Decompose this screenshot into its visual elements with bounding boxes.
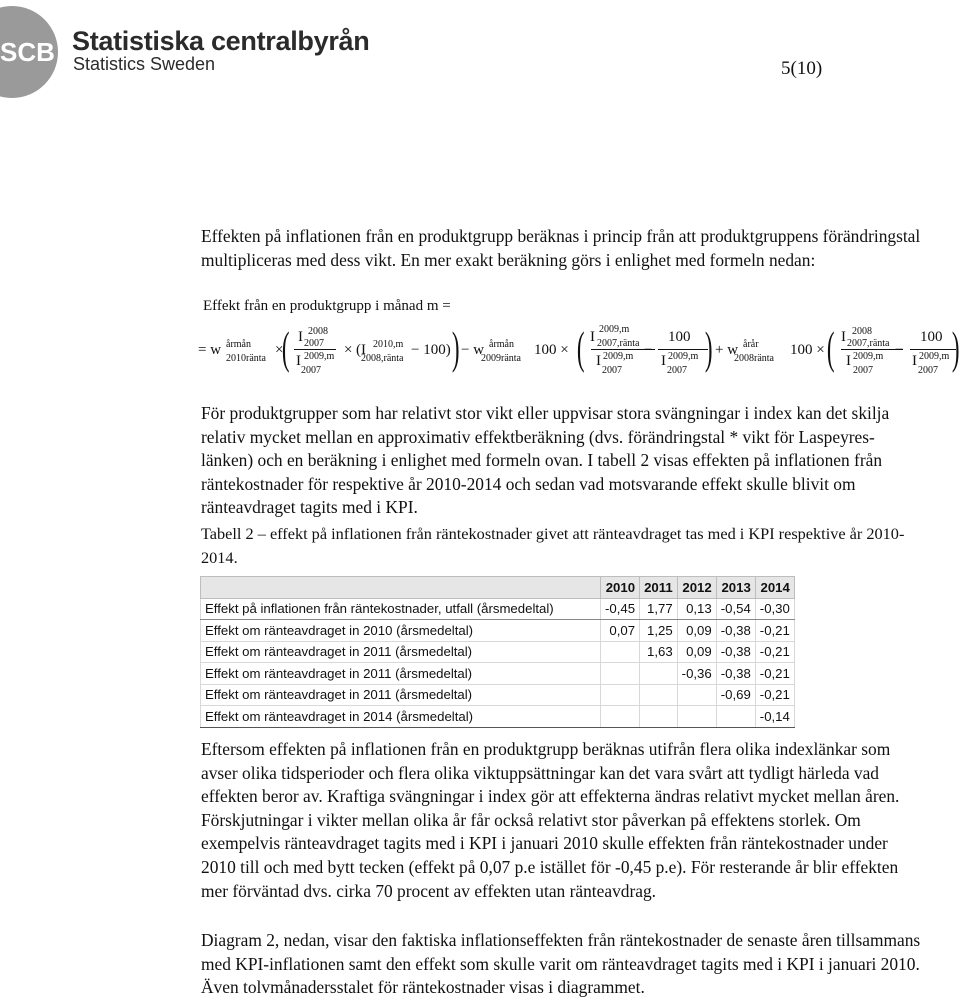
table-row [201,641,795,663]
table-cell: -0,14 [755,706,794,728]
table-header-cell [201,577,601,599]
table-header-cell: 2011 [640,577,678,599]
table-cell: -0,21 [755,663,794,685]
scb-logo-icon [0,4,60,100]
table-cell: -0,38 [716,663,755,685]
table-cell: -0,21 [755,684,794,706]
effect-formula: = w årmån 2010ränta × ( I 2008 2007 I 2009,m 2007 × (I 2010,m 2008,ränta − 100) ) − w årmån 2009ränta 100 × ( I 2009,m 2007,ränta I 2009,m 2007 − 100 I 2009,m 2007 ) + w årår 2008ränta 100 × ( I 2008 2007,ränta I 2009,m 2007 − 100 I 2009,m 2007 ) [198,322,960,376]
row-label: Effekt om ränteavdraget in 2011 (årsmedeltal) [201,663,601,685]
effect-table [200,576,795,728]
table-cell: -0,38 [716,641,755,663]
table-cell: 1,77 [640,598,678,620]
table-cell [716,706,755,728]
row-label: Effekt om ränteavdraget in 2011 (årsmedeltal) [201,641,601,663]
table-cell: -0,21 [755,620,794,642]
table-cell [601,663,640,685]
table-cell: 0,09 [677,620,716,642]
table-cell [677,684,716,706]
table-cell [640,684,678,706]
intro-paragraph: Effekten på inflationen från en produktgrupp beräknas i princip från att produktgruppens förändringstal multipliceras med dess vikt. En mer exakt beräkning görs i enlighet med formeln nedan: [201,226,921,270]
table-row [201,684,795,706]
table-cell [601,684,640,706]
row-label: Effekt om ränteavdraget in 2010 (årsmedeltal) [201,620,601,642]
formula-label: Effekt från en produktgrupp i månad m = [203,298,451,314]
table-cell: -0,69 [716,684,755,706]
table-cell: -0,38 [716,620,755,642]
table-cell: -0,21 [755,641,794,663]
org-name-english: Statistics Sweden [73,54,216,74]
table-cell [601,641,640,663]
table-cell: -0,54 [716,598,755,620]
row-label: Effekt om ränteavdraget in 2011 (årsmedeltal) [201,684,601,706]
row-label: Effekt på inflationen från räntekostnader, utfall (årsmedeltal) [201,598,601,620]
table-caption: Tabell 2 – effekt på inflationen från räntekostnader givet att ränteavdraget tas med i KPI respektive år 2010-2014. [201,524,905,567]
row-label: Effekt om ränteavdraget in 2014 (årsmedeltal) [201,706,601,728]
table-row [201,598,795,620]
table-header-cell: 2010 [601,577,640,599]
table-cell: 1,63 [640,641,678,663]
table-cell: -0,45 [601,598,640,620]
table-cell: 0,13 [677,598,716,620]
table-row [201,620,795,642]
table-cell [601,706,640,728]
table-row [201,706,795,728]
table-cell [640,706,678,728]
org-name-swedish: Statistiska centralbyrån [72,26,370,56]
logo-mark: SCB [0,37,55,67]
table-cell: 0,07 [601,620,640,642]
paragraph-approximation: För produktgrupper som har relativt stor vikt eller uppvisar stora svängningar i index kan det skilja relativ mycket mellan en approximativ effektberäkning (dvs. förändringstal * vikt för Laspeyres-länken) och en beräkning i enlighet med formeln ovan. I tabell 2 visas effekten på inflationen från räntekostnader för respektive år 2010-2014 och sedan vad motsvarande effekt skulle blivit om ränteavdraget tagits med i KPI. [201,403,890,518]
table-cell [640,663,678,685]
paragraph-diagram-intro: Diagram 2, nedan, visar den faktiska inflationseffekten från räntekostnader de senaste åren tillsammans med KPI-inflationen samt den effekt som skulle varit om ränteavdraget tagits med i KPI i januari 2010. Även tolvmånadersstalet för räntekostnader visas i diagrammet. [201,930,921,998]
table-header-cell: 2013 [716,577,755,599]
table-header-cell: 2014 [755,577,794,599]
table-cell: -0,36 [677,663,716,685]
table-cell: -0,30 [755,598,794,620]
page-number: 5(10) [781,58,823,79]
table-cell: 1,25 [640,620,678,642]
table-header-cell: 2012 [677,577,716,599]
table-row [201,663,795,685]
table-cell [677,706,716,728]
paragraph-explanation: Eftersom effekten på inflationen från en produktgrupp beräknas utifrån flera olika indexlänkar som avser olika tidsperioder och flera olika viktuppsättningar kan det vara svårt att tydligt härleda vad effekten beror av. Kraftiga svängningar i index gör att effekterna ändras relativt mycket mellan åren. Förskjutningar i vikter mellan olika år får också relativt stor påverkan på effektens storlek. Om exempelvis ränteavdraget tagits med i KPI i januari 2010 skulle effekten från räntekostnader under 2010 till och med bytt tecken (effekt på 0,07 p.e istället för -0,45 p.e). För resterande år blir effekten mer förväntad dvs. cirka 70 procent av effekten utan ränteavdrag. [201,739,900,901]
table-cell: 0,09 [677,641,716,663]
table-header-row [201,577,795,599]
